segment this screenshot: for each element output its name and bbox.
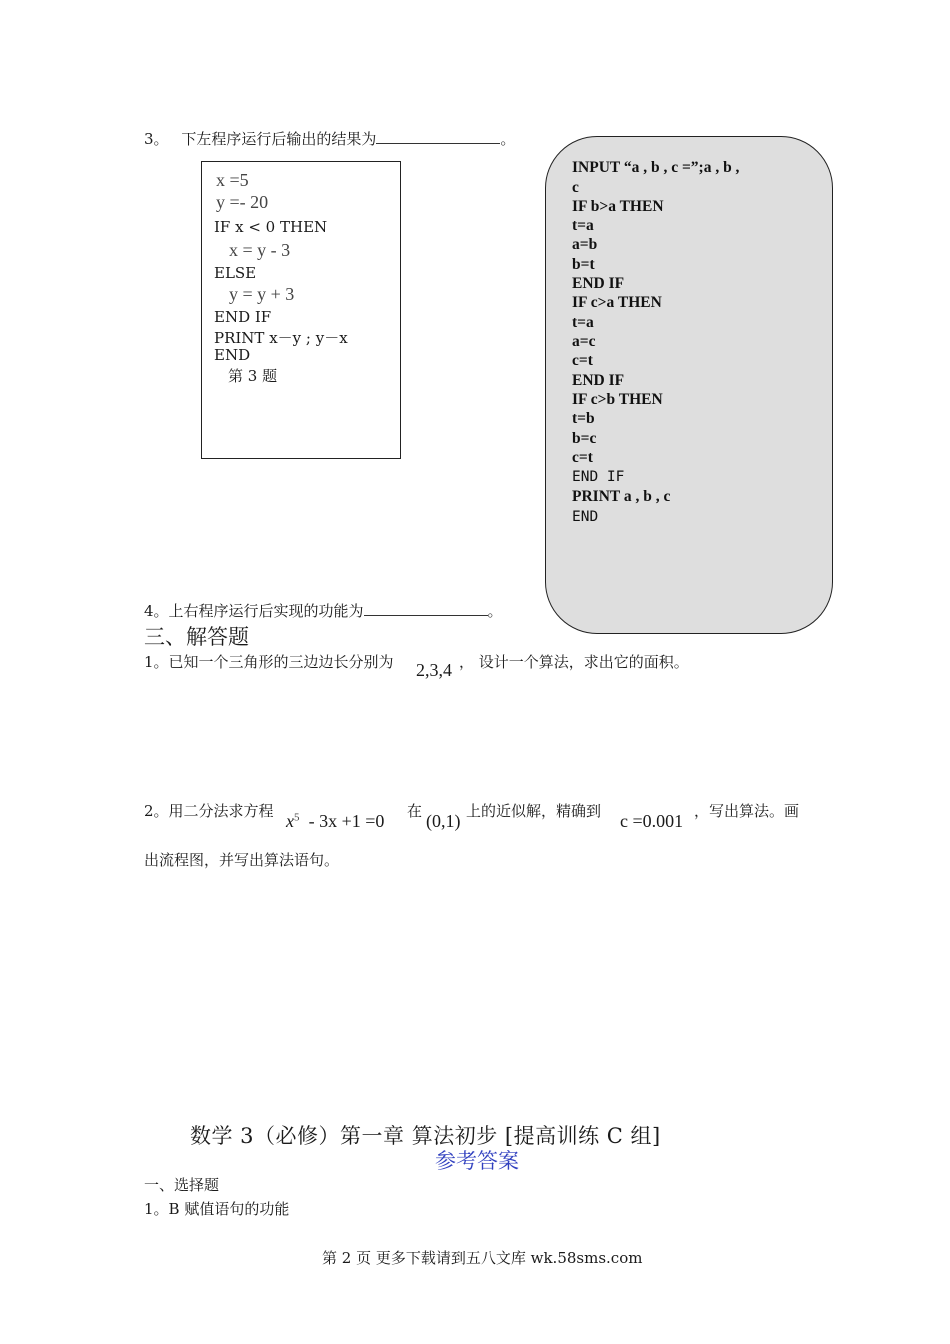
problem-2-line2: 出流程图，并写出算法语句。 <box>144 851 340 869</box>
equation-var: x <box>286 811 294 831</box>
program-line: INPUT “a , b , c =”;a , b , <box>572 159 740 176</box>
program-line: t=b <box>572 410 595 427</box>
problem-2-b: 在 <box>407 802 423 820</box>
problem-2-c: 上的近似解，精确到 <box>466 802 602 820</box>
left-program-box <box>201 161 401 459</box>
problem-text: 1。已知一个三角形的三边边长分别为 <box>144 653 394 671</box>
question-end: 。 <box>487 602 503 620</box>
answer-blank <box>376 129 500 144</box>
page-footer: 第 2 页 更多下载请到五八文库 wk.58sms.com <box>322 1249 643 1267</box>
program-line: END IF <box>214 308 272 326</box>
program-line: IF c>a THEN <box>572 294 662 311</box>
program-line: PRINT x－y ; y－x <box>214 329 348 347</box>
program-line: c=t <box>572 449 593 466</box>
program-line: END IF <box>572 469 625 485</box>
program-line: IF b>a THEN <box>572 198 664 215</box>
answer-item-1: 1。B 赋值语句的功能 <box>144 1200 290 1218</box>
problem-2: 2。用二分法求方程 <box>144 802 274 820</box>
figure-caption: 第 3 题 <box>228 367 278 385</box>
question-number: 3。 <box>144 130 169 148</box>
program-line: b=c <box>572 430 597 447</box>
program-line: y =- 20 <box>216 192 269 212</box>
problem-1-values: 2,3,4 <box>416 660 452 680</box>
question-text: 4。上右程序运行后实现的功能为 <box>144 602 364 620</box>
answer-section: 一、选择题 <box>144 1176 220 1194</box>
equation-rest: - 3x +1 =0 <box>308 811 385 831</box>
precision: c =0.001 <box>620 811 684 831</box>
program-line: t=a <box>572 314 594 331</box>
question-3 <box>144 128 515 149</box>
program-line: c=t <box>572 352 593 369</box>
program-line: c <box>572 179 579 196</box>
program-line: x =5 <box>216 170 249 190</box>
question-end: 。 <box>500 130 516 148</box>
program-line: IF c>b THEN <box>572 391 663 408</box>
problem-1-text-b: ， 设计一个算法，求出它的面积。 <box>459 653 689 671</box>
right-program-box <box>545 136 833 634</box>
program-line: IF x < 0 THEN <box>214 218 328 236</box>
section-heading: 三、解答题 <box>144 625 249 649</box>
program-line: END <box>214 346 251 364</box>
interval: (0,1) <box>426 811 461 831</box>
answer-blank <box>364 601 488 616</box>
program-line: a=c <box>572 333 596 350</box>
answer-title: 数学 3（必修）第一章 算法初步 [提高训练 C 组] <box>190 1124 661 1148</box>
question-4 <box>144 600 503 621</box>
problem-1 <box>144 651 394 672</box>
question-text: 下左程序运行后输出的结果为 <box>181 130 377 148</box>
program-line: x = y - 3 <box>229 240 291 260</box>
program-line: PRINT a , b , c <box>572 488 671 505</box>
program-line: END IF <box>572 275 625 292</box>
program-line: END IF <box>572 372 625 389</box>
program-line: b=t <box>572 256 595 273</box>
program-line: a=b <box>572 236 598 253</box>
program-line: y = y + 3 <box>229 284 295 304</box>
program-line: ELSE <box>214 264 257 282</box>
program-line: t=a <box>572 217 594 234</box>
equation <box>286 811 384 832</box>
answer-subtitle: 参考答案 <box>435 1149 519 1173</box>
program-line: END <box>572 509 599 525</box>
equation-exponent: 5 <box>294 811 300 824</box>
problem-2-d: ，写出算法。画 <box>694 802 800 820</box>
